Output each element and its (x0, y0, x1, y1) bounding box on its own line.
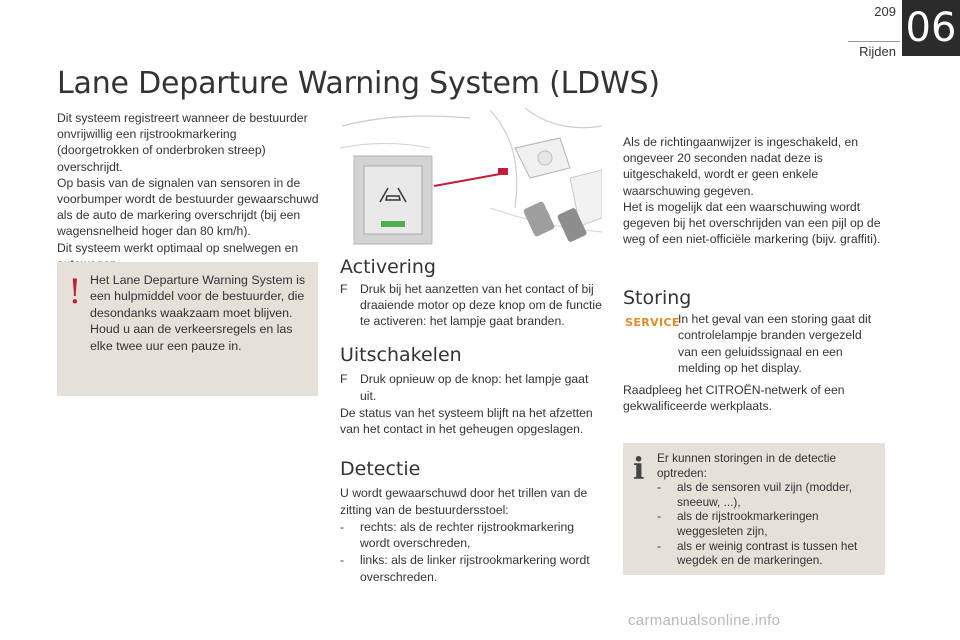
info-item: als de rijstrookmarkeringen weggesleten zijn, (677, 509, 819, 538)
list-item (340, 519, 602, 553)
dash-marker: - (657, 509, 661, 524)
exclamation-icon: ! (68, 272, 82, 312)
right-intro-text (623, 134, 888, 247)
dash-marker: - (340, 519, 345, 534)
bullet-marker: F (340, 282, 348, 296)
list-item (657, 509, 879, 538)
uitschakelen-text (340, 371, 602, 438)
heading-detectie: Detectie (340, 458, 421, 480)
page-number: 209 (874, 4, 896, 19)
uitschakelen-bullet (340, 371, 602, 405)
info-icon: i (633, 452, 645, 487)
dash-marker: - (340, 553, 345, 568)
list-item (657, 480, 879, 509)
detectie-item: links: als de linker rijstrookmarkering wordt overschreden. (360, 553, 590, 584)
storing-text: In het geval van een storing gaat dit controlelampje branden vergezeld van een geluidssignaal en een melding op het display. (678, 312, 872, 376)
heading-activering: Activering (340, 256, 436, 278)
chapter-name: Rijden (859, 44, 896, 59)
storing-text-2: Raadpleeg het CITROËN-netwerk of een gekwalificeerde werkplaats. (623, 383, 845, 414)
info-item: als er weinig contrast is tussen het wegdek en de markeringen. (677, 538, 858, 568)
intro-paragraph: Dit systeem werkt optimaal op snelwegen en (57, 240, 299, 255)
dash-marker: - (657, 538, 661, 553)
uitschakelen-bullet-text: Druk opnieuw op de knop: het lampje gaat uit. (360, 372, 589, 403)
watermark: carmanualsonline.info (628, 612, 781, 629)
detectie-paragraph: U wordt gewaarschuwd door het trillen van de zitting van de bestuurdersstoel: (340, 486, 588, 517)
info-item: als de sensoren vuil zijn (modder, sneeuw, ...), (677, 480, 853, 509)
service-warning-icon: SERVICE (625, 316, 680, 329)
header-divider (848, 41, 900, 42)
warning-text: Het Lane Departure Warning System is een hulpmiddel voor de bestuurder, die desondanks waakzaam moet blijven. Houd u aan de verkeersregels en las elke twee uur een pauze in. (90, 273, 306, 353)
chapter-number: 06 (902, 0, 960, 56)
info-paragraph: Er kunnen storingen in de detectie optreden: (657, 451, 837, 480)
dash-marker: - (657, 480, 661, 495)
heading-uitschakelen: Uitschakelen (340, 344, 462, 366)
detectie-text (340, 485, 602, 586)
heading-storing: Storing (623, 287, 692, 309)
uitschakelen-paragraph: De status van het systeem blijft na het afzetten van het contact in het geheugen opgeslagen. (340, 405, 593, 437)
page-title: Lane Departure Warning System (LDWS) (57, 66, 660, 101)
right-paragraph: Als de richtingaanwijzer is ingeschakeld, en ongeveer 20 seconden nadat deze is uitgeschakeld, wordt er geen enkele waarschuwing gegeven. (623, 135, 859, 198)
intro-text (57, 110, 319, 272)
intro-paragraph: Dit systeem registreert wanneer de bestuurder onvrijwillig een rijstrookmarkering (doorgetrokken of onderbroken streep) overschrijdt. (57, 111, 308, 174)
dashboard-illustration (340, 108, 602, 248)
info-text (657, 451, 879, 568)
bullet-marker: F (340, 372, 348, 386)
list-item (340, 552, 602, 586)
right-paragraph: Het is mogelijk dat een waarschuwing wordt gegeven bij het overschrijden van een pijl op de weg of een niet-officiële markering (bijv. graffiti). (623, 199, 881, 247)
activering-bullet-text: Druk bij het aanzetten van het contact of bij draaiende motor op deze knop om de functie te activeren: het lampje gaat branden. (360, 282, 602, 329)
list-item (657, 539, 879, 568)
detectie-item: rechts: als de rechter rijstrookmarkering wordt overschreden, (360, 519, 575, 551)
intro-paragraph: Op basis van de signalen van sensoren in de voorbumper wordt de bestuurder gewaarschuwd als de auto de markering overschrijdt (bij een wagensnelheid hoger dan 80 km/h). (57, 175, 319, 239)
activering-bullet (340, 281, 602, 330)
